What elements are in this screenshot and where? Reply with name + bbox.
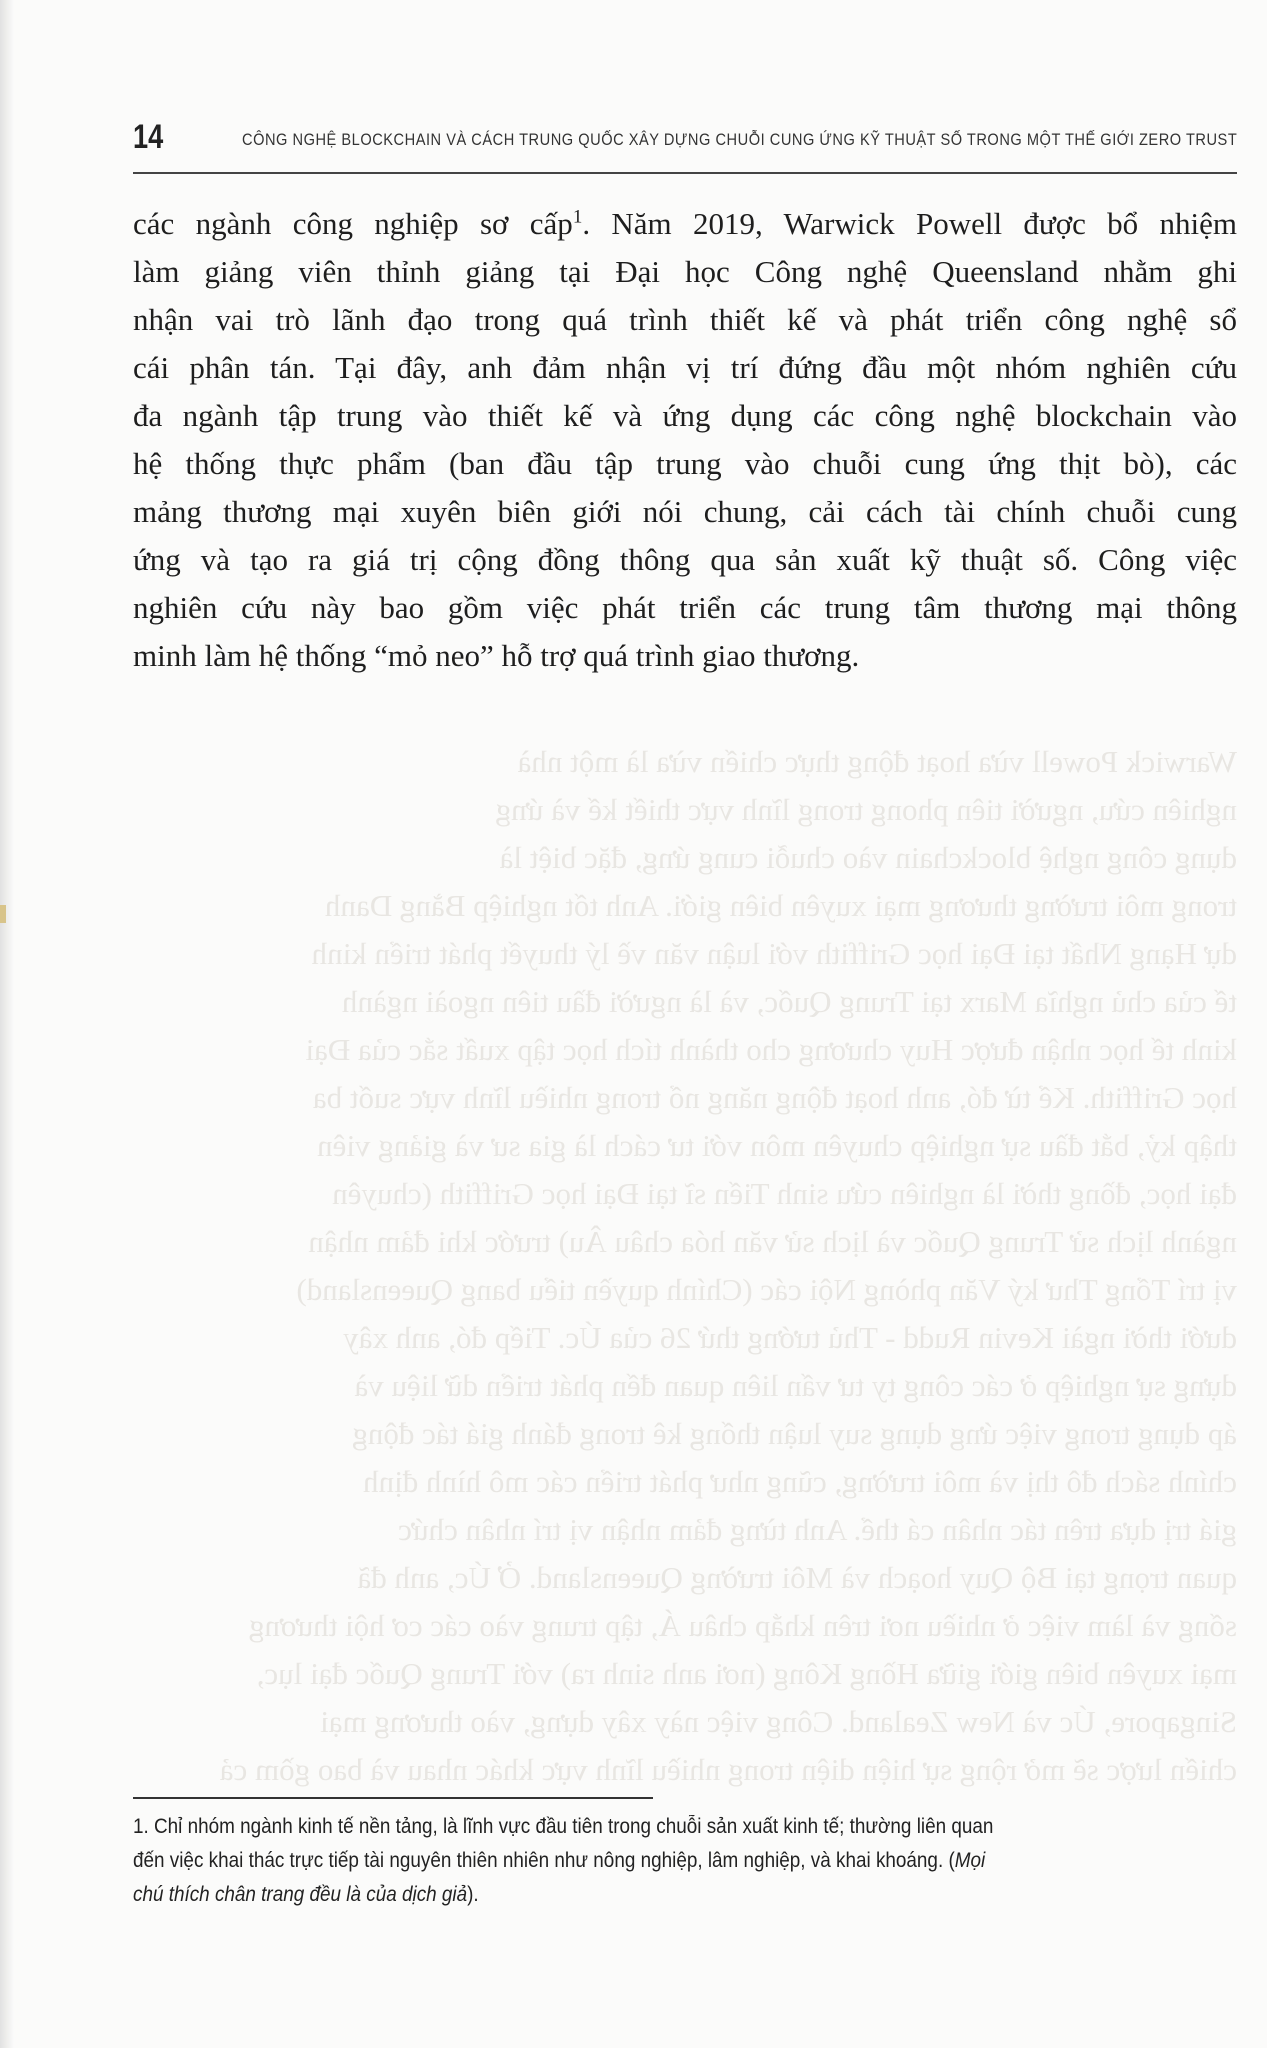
footnote-text: ). xyxy=(467,1883,479,1906)
bleed-through-line: ngành lịch sử Trung Quốc và lịch sử văn hóa châu Âu) trước khi đảm nhận xyxy=(308,1224,1237,1259)
body-line: làm giảng viên thỉnh giảng tại Đại học Công nghệ Queensland nhằm ghi xyxy=(133,254,1237,289)
body-line: đa ngành tập trung vào thiết kế và ứng dụng các công nghệ blockchain vào xyxy=(133,398,1237,433)
header-rule xyxy=(133,172,1237,174)
bleed-through-line: kinh tế học nhận được Huy chương cho thành tích học tập xuất sắc của Đại xyxy=(305,1032,1237,1067)
bleed-through-line: đại học, đồng thời là nghiên cứu sinh Tiến sĩ tại Đại học Griffith (chuyên xyxy=(332,1176,1237,1211)
body-line: nhận vai trò lãnh đạo trong quá trình thiết kế và phát triển công nghệ sổ xyxy=(133,302,1237,337)
bleed-through-line: Singapore, Úc và New Zealand. Công việc này xây dựng, vào thương mại xyxy=(320,1704,1237,1739)
footnote xyxy=(133,1810,1236,1912)
footnote-rule xyxy=(133,1797,653,1799)
bleed-through-line: dựng sự nghiệp ở các công ty tư vấn liên quan đến phát triển dữ liệu và xyxy=(354,1368,1237,1403)
bleed-through-line: chính sách đô thị và môi trường, cũng như phát triển các mô hình định xyxy=(363,1464,1237,1499)
spine-shadow xyxy=(0,0,14,2048)
bleed-through-line: dụng công nghệ blockchain vào chuỗi cung ứng, đặc biệt là xyxy=(499,840,1237,875)
bleed-through-line: dưới thời ngài Kevin Rudd - Thủ tướng thứ 26 của Úc. Tiếp đó, anh xây xyxy=(343,1320,1237,1355)
bleed-through-line: thập kỷ, bắt đầu sự nghiệp chuyên môn với tư cách là gia sư và giảng viên xyxy=(317,1128,1237,1163)
footnote-italic: chú thích chân trang đều là của dịch giả xyxy=(133,1883,468,1906)
bleed-through-text xyxy=(133,738,1237,1794)
body-line: nghiên cứu này bao gồm việc phát triển các trung tâm thương mại thông xyxy=(133,590,1237,625)
body-line: ứng và tạo ra giá trị cộng đồng thông qua sản xuất kỹ thuật số. Công việc xyxy=(133,542,1237,577)
bleed-through-line: tế của chủ nghĩa Marx tại Trung Quốc, và là người đầu tiên ngoài ngành xyxy=(342,984,1237,1019)
bleed-through-line: trong môi trường thương mại xuyên biên giới. Anh tốt nghiệp Bằng Danh xyxy=(325,888,1237,923)
bleed-through-line: sống và làm việc ở nhiều nơi trên khắp châu Á, tập trung vào các cơ hội thương xyxy=(249,1608,1237,1643)
body-line: hệ thống thực phẩm (ban đầu tập trung vào chuỗi cung ứng thịt bò), các xyxy=(133,446,1237,481)
bleed-through-line: chiến lược sẽ mở rộng sự hiện diện trong nhiều lĩnh vực khác nhau và bao gồm cả xyxy=(219,1752,1237,1787)
footnote-line xyxy=(133,1878,1236,1912)
bleed-through-line: áp dụng trong việc ứng dụng suy luận thống kê trong đánh giá tác động xyxy=(352,1416,1237,1451)
body-paragraph xyxy=(133,200,1237,680)
footnote-ref[interactable]: 1 xyxy=(572,206,583,228)
bleed-through-line: giá trị dựa trên tác nhân cá thể. Anh từng đảm nhận vị trí nhân chức xyxy=(398,1512,1237,1547)
body-line xyxy=(133,200,1237,248)
footnote-italic: Mọi xyxy=(954,1849,986,1872)
bleed-through-line: quan trọng tại Bộ Quy hoạch và Môi trường Queensland. Ở Úc, anh đã xyxy=(357,1560,1237,1595)
bleed-through-line: Warwick Powell vừa hoạt động thực chiến vừa là một nhà xyxy=(517,744,1237,779)
bleed-through-line: mại xuyên biên giới giữa Hồng Kông (nơi anh sinh ra) với Trung Quốc đại lục, xyxy=(256,1656,1237,1691)
body-line-start: các ngành công nghiệp sơ cấp xyxy=(133,206,573,241)
footnote-line: 1. Chỉ nhóm ngành kinh tế nền tảng, là lĩnh vực đầu tiên trong chuỗi sản xuất kinh tế; thường liên quan xyxy=(133,1815,994,1838)
bleed-through-line: vị trí Tổng Thư ký Văn phòng Nội các (Chính quyền tiểu bang Queensland) xyxy=(296,1272,1237,1307)
bleed-through-line: nghiên cứu, người tiên phong trong lĩnh vực thiết kế và ứng xyxy=(495,792,1237,827)
page-tab-mark xyxy=(0,905,6,923)
body-line: mảng thương mại xuyên biên giới nói chung, cải cách tài chính chuỗi cung xyxy=(133,494,1237,529)
footnote-line xyxy=(133,1844,1236,1878)
body-line: cái phân tán. Tại đây, anh đảm nhận vị trí đứng đầu một nhóm nghiên cứu xyxy=(133,350,1237,385)
bleed-through-line: học Griffith. Kể từ đó, anh hoạt động năng nổ trong nhiều lĩnh vực suốt ba xyxy=(312,1080,1237,1115)
running-header: CÔNG NGHỆ BLOCKCHAIN VÀ CÁCH TRUNG QUỐC XÂY DỰNG CHUỖI CUNG ỨNG KỸ THUẬT SỐ TRONG MỘT THẾ GIỚI ZERO TRUST xyxy=(241,130,1237,149)
body-line-last: minh làm hệ thống “mỏ neo” hỗ trợ quá trình giao thương. xyxy=(133,638,860,673)
bleed-through-line: dự Hạng Nhất tại Đại học Griffith với luận văn về lý thuyết phát triển kinh xyxy=(311,936,1237,971)
body-line-rest: . Năm 2019, Warwick Powell được bổ nhiệm xyxy=(582,206,1237,241)
footnote-text: đến việc khai thác trực tiếp tài nguyên thiên nhiên như nông nghiệp, lâm nghiệp, và khai khoáng. ( xyxy=(133,1849,955,1872)
page-number: 14 xyxy=(133,118,164,156)
